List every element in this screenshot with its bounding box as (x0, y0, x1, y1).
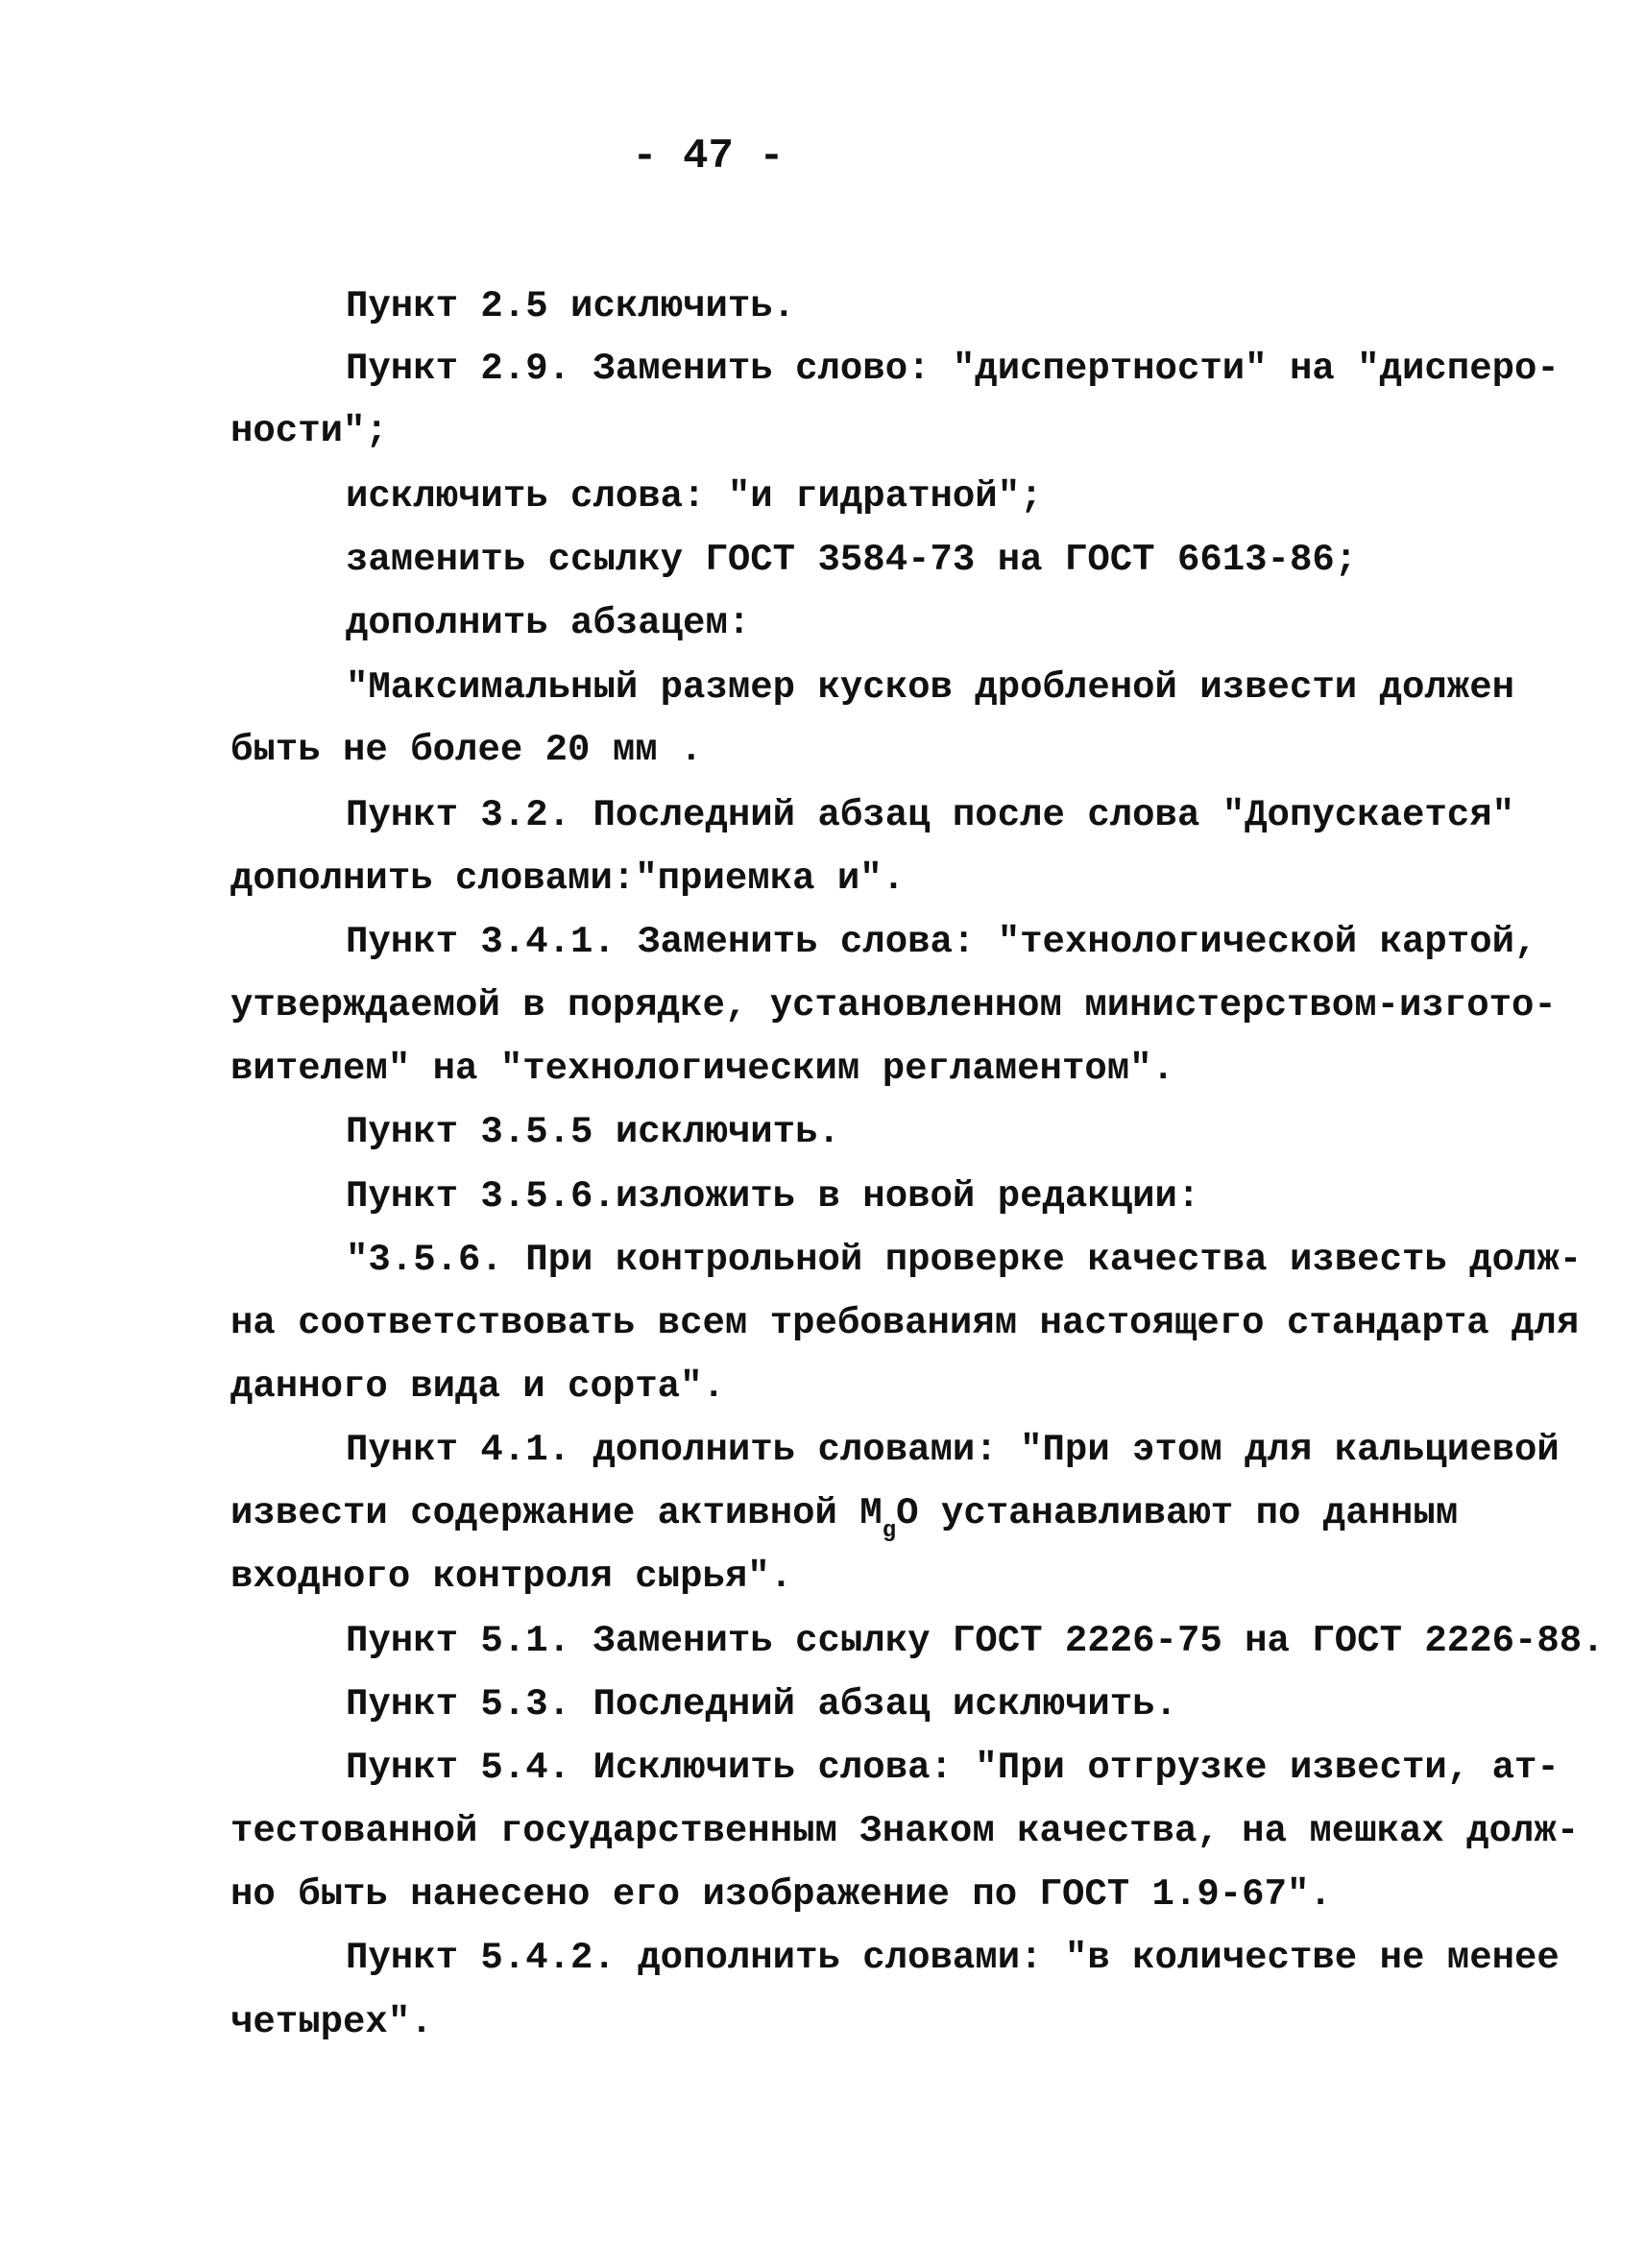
text-line: "Максимальный размер кусков дробленой извести должен (346, 666, 1514, 709)
text-line: Пункт 2.5 исключить. (346, 285, 796, 327)
text-line (230, 1492, 1459, 1544)
subscript: g (882, 1518, 897, 1544)
text-line: ности"; (230, 410, 388, 452)
text-line: Пункт 3.4.1. Заменить слова: "технологической картой, (346, 921, 1537, 963)
text-line: дополнить абзацем: (346, 602, 751, 644)
text-fragment: извести содержание активной M (230, 1492, 883, 1534)
text-line: Пункт 3.5.6.изложить в новой редакции: (346, 1175, 1200, 1218)
text-line: тестованной государственным Знаком качества, на мешках долж- (230, 1810, 1580, 1852)
text-line: на соответствовать всем требованиям настоящего стандарта для (230, 1302, 1580, 1344)
text-line: Пункт 5.1. Заменить ссылку ГОСТ 2226-75 на ГОСТ 2226-88. (346, 1620, 1605, 1662)
text-fragment: O устанавливают по данным (896, 1492, 1459, 1534)
page-number: - 47 - (632, 133, 785, 181)
text-line: "3.5.6. При контрольной проверке качества известь долж- (346, 1239, 1583, 1281)
text-line: Пункт 5.3. Последний абзац исключить. (346, 1683, 1177, 1725)
text-line: входного контроля сырья". (230, 1556, 793, 1598)
text-line: вителем" на "технологическим регламентом". (230, 1048, 1174, 1090)
text-line: заменить ссылку ГОСТ 3584-73 на ГОСТ 6613-86; (346, 539, 1358, 581)
text-line: Пункт 3.5.5 исключить. (346, 1111, 840, 1153)
text-line: быть не более 20 мм . (230, 729, 703, 771)
text-line: дополнить словами:"приемка и". (230, 857, 906, 900)
text-line: Пункт 2.9. Заменить слово: "диспертности" на "дисперо- (346, 348, 1560, 390)
text-line: Пункт 5.4.2. дополнить словами: "в количестве не менее (346, 1937, 1560, 1979)
text-line: исключить слова: "и гидратной"; (346, 475, 1043, 518)
text-line: Пункт 4.1. дополнить словами: "При этом для кальциевой (346, 1429, 1560, 1471)
text-line: данного вида и сорта". (230, 1365, 725, 1408)
text-line: Пункт 5.4. Исключить слова: "При отгрузке извести, ат- (346, 1747, 1560, 1789)
text-line: но быть нанесено его изображение по ГОСТ 1.9-67". (230, 1873, 1332, 1916)
text-line: утверждаемой в порядке, установленном министерством-изгото- (230, 984, 1557, 1026)
text-line: четырех". (230, 2001, 433, 2043)
text-line: Пункт 3.2. Последний абзац после слова "Допускается" (346, 794, 1514, 836)
